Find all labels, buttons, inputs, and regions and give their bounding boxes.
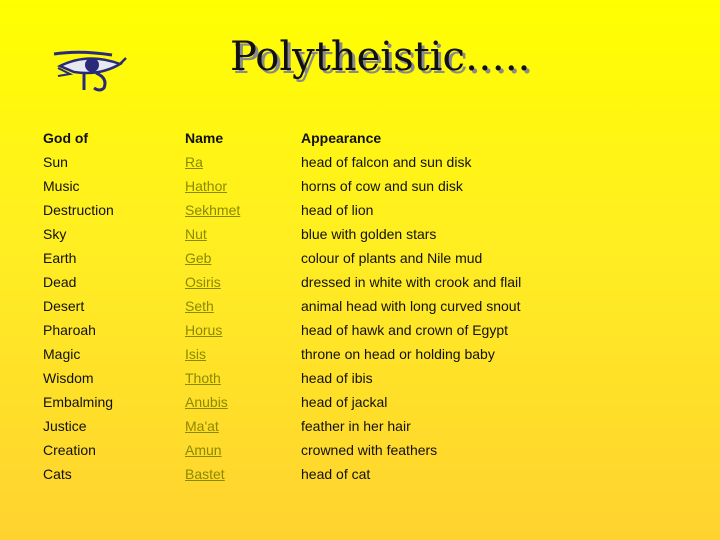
table-row	[37, 366, 607, 390]
god-name-link[interactable]: Nut	[185, 226, 207, 242]
god-name-link[interactable]: Ma'at	[185, 418, 219, 434]
god-appearance: dressed in white with crook and flail	[301, 274, 522, 290]
table-row	[37, 342, 607, 366]
god-name-link[interactable]: Osiris	[185, 274, 221, 290]
god-appearance: animal head with long curved snout	[301, 298, 521, 314]
god-appearance: head of hawk and crown of Egypt	[301, 322, 509, 338]
table-row	[37, 294, 607, 318]
god-domain: Dead	[43, 274, 77, 290]
god-appearance: blue with golden stars	[301, 226, 437, 242]
table-row	[37, 462, 607, 486]
god-appearance: head of cat	[301, 466, 371, 482]
table-row	[37, 414, 607, 438]
table-row	[37, 318, 607, 342]
god-domain: Music	[43, 178, 80, 194]
god-appearance: head of lion	[301, 202, 374, 218]
god-domain: Sun	[43, 154, 68, 170]
god-appearance: horns of cow and sun disk	[301, 178, 463, 194]
god-domain: Desert	[43, 298, 85, 314]
table-row	[37, 174, 607, 198]
god-name-link[interactable]: Anubis	[185, 394, 228, 410]
god-name-link[interactable]: Isis	[185, 346, 206, 362]
god-domain: Earth	[43, 250, 77, 266]
god-appearance: colour of plants and Nile mud	[301, 250, 483, 266]
column-header-appearance: Appearance	[301, 130, 382, 146]
god-appearance: head of ibis	[301, 370, 373, 386]
god-domain: Destruction	[43, 202, 114, 218]
table-row	[37, 222, 607, 246]
table-row	[37, 150, 607, 174]
table-row	[37, 390, 607, 414]
table-row	[37, 270, 607, 294]
god-domain: Sky	[43, 226, 67, 242]
god-domain: Pharoah	[43, 322, 96, 338]
god-domain: Cats	[43, 466, 72, 482]
god-domain: Wisdom	[43, 370, 94, 386]
table-header-row	[37, 126, 607, 150]
god-name-link[interactable]: Seth	[185, 298, 214, 314]
table-row	[37, 246, 607, 270]
god-appearance: head of jackal	[301, 394, 388, 410]
table-row	[37, 198, 607, 222]
god-domain: Magic	[43, 346, 81, 362]
god-domain: Justice	[43, 418, 87, 434]
god-domain: Embalming	[43, 394, 114, 410]
column-header-god-of: God of	[43, 130, 89, 146]
god-appearance: feather in her hair	[301, 418, 411, 434]
gods-table	[37, 126, 607, 486]
column-header-name: Name	[185, 130, 224, 146]
god-name-link[interactable]: Thoth	[185, 370, 221, 386]
god-appearance: crowned with feathers	[301, 442, 438, 458]
god-name-link[interactable]: Sekhmet	[185, 202, 241, 218]
god-name-link[interactable]: Bastet	[185, 466, 225, 482]
table-row	[37, 438, 607, 462]
god-domain: Creation	[43, 442, 96, 458]
god-name-link[interactable]: Geb	[185, 250, 212, 266]
god-appearance: head of falcon and sun disk	[301, 154, 472, 170]
god-name-link[interactable]: Hathor	[185, 178, 228, 194]
god-name-link[interactable]: Horus	[185, 322, 223, 338]
slide-title: Polytheistic…..	[230, 34, 531, 80]
eye-of-horus-icon	[50, 46, 128, 94]
god-name-link[interactable]: Amun	[185, 442, 222, 458]
god-name-link[interactable]: Ra	[185, 154, 203, 170]
god-appearance: throne on head or holding baby	[301, 346, 495, 362]
